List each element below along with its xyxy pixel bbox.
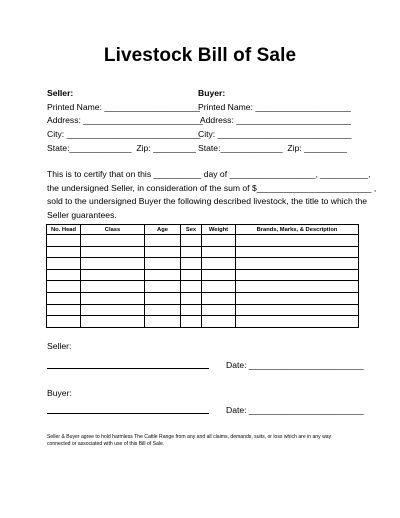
table-cell[interactable] <box>81 235 145 247</box>
seller-address-field[interactable]: Address: _________________________ <box>47 115 203 126</box>
table-cell[interactable] <box>145 281 181 293</box>
seller-section <box>47 87 203 156</box>
buyer-heading: Buyer: <box>198 88 226 98</box>
table-cell[interactable] <box>145 292 181 304</box>
table-cell[interactable] <box>47 281 81 293</box>
table-cell[interactable] <box>202 316 236 328</box>
column-header-class: Class <box>81 225 145 235</box>
table-cell[interactable] <box>81 258 145 270</box>
table-cell[interactable] <box>236 246 359 258</box>
table-cell[interactable] <box>81 246 145 258</box>
table-cell[interactable] <box>181 258 202 270</box>
livestock-table <box>46 224 359 328</box>
table-cell[interactable] <box>236 292 359 304</box>
table-cell[interactable] <box>47 246 81 258</box>
table-cell[interactable] <box>81 304 145 316</box>
table-cell[interactable] <box>236 235 359 247</box>
table-cell[interactable] <box>47 258 81 270</box>
buyer-address-field[interactable]: Address: ________________________ <box>198 115 351 126</box>
table-cell[interactable] <box>202 235 236 247</box>
seller-printed-name-field[interactable]: Printed Name: ____________________ <box>47 101 200 112</box>
table-cell[interactable] <box>145 246 181 258</box>
table-cell[interactable] <box>47 316 81 328</box>
seller-signature-line[interactable] <box>47 368 209 369</box>
table-header-row <box>47 225 359 235</box>
table-cell[interactable] <box>202 258 236 270</box>
table-cell[interactable] <box>81 281 145 293</box>
table-cell[interactable] <box>145 258 181 270</box>
table-cell[interactable] <box>236 316 359 328</box>
table-row <box>47 304 359 316</box>
table-cell[interactable] <box>202 304 236 316</box>
table-row <box>47 281 359 293</box>
buyer-signature-line[interactable] <box>47 413 209 414</box>
table-cell[interactable] <box>236 281 359 293</box>
document-title: Livestock Bill of Sale <box>103 45 297 66</box>
buyer-date-field[interactable]: Date: ________________________ <box>226 405 364 415</box>
table-cell[interactable] <box>81 316 145 328</box>
table-row <box>47 235 359 247</box>
footer-line: connected or associated with use of this Bill of Sale. <box>47 440 165 447</box>
certification-paragraph <box>47 168 377 222</box>
seller-date-field[interactable]: Date: ________________________ <box>226 360 364 370</box>
table-row <box>47 316 359 328</box>
table-cell[interactable] <box>202 281 236 293</box>
column-header-no-head: No. Head <box>47 225 81 235</box>
seller-city-field[interactable]: City: ____________________________ <box>47 129 201 140</box>
table-cell[interactable] <box>181 304 202 316</box>
table-cell[interactable] <box>145 269 181 281</box>
seller-state-zip-field[interactable]: State:_____________ Zip: _________ <box>47 142 197 153</box>
seller-signature-label: Seller: <box>47 341 72 351</box>
table-row <box>47 246 359 258</box>
buyer-section <box>198 87 351 156</box>
table-cell[interactable] <box>47 269 81 281</box>
certify-line[interactable]: This is to certify that on this __________ day of __________________, __________, <box>47 169 371 179</box>
table-cell[interactable] <box>81 269 145 281</box>
table-cell[interactable] <box>236 269 359 281</box>
table-cell[interactable] <box>145 235 181 247</box>
table-cell[interactable] <box>181 316 202 328</box>
table-cell[interactable] <box>81 292 145 304</box>
table-cell[interactable] <box>202 292 236 304</box>
buyer-state-zip-field[interactable]: State:_____________ Zip: _________ <box>198 142 348 153</box>
table-cell[interactable] <box>181 292 202 304</box>
table-row <box>47 292 359 304</box>
footer-line: Seller & Buyer agree to hold harmless The Cattle Range from any and all claims, demands, suits, or loss which are in any way <box>47 434 332 440</box>
table-cell[interactable] <box>47 304 81 316</box>
table-cell[interactable] <box>47 235 81 247</box>
table-cell[interactable] <box>236 258 359 270</box>
table-cell[interactable] <box>145 304 181 316</box>
table-row <box>47 258 359 270</box>
table-cell[interactable] <box>47 292 81 304</box>
table-cell[interactable] <box>181 281 202 293</box>
certify-line[interactable]: the undersigned Seller, in consideration of the sum of $________________________ , <box>47 182 377 193</box>
seller-heading: Seller: <box>47 88 74 98</box>
table-body <box>47 235 359 328</box>
table-cell[interactable] <box>236 304 359 316</box>
column-header-sex: Sex <box>181 225 202 235</box>
table-cell[interactable] <box>181 269 202 281</box>
table-cell[interactable] <box>202 246 236 258</box>
column-header-description: Brands, Marks, & Description <box>236 225 359 235</box>
table-cell[interactable] <box>181 235 202 247</box>
buyer-city-field[interactable]: City: ____________________________ <box>198 129 352 140</box>
table-cell[interactable] <box>145 316 181 328</box>
column-header-weight: Weight <box>202 225 236 235</box>
table-row <box>47 269 359 281</box>
certify-line: sold to the undersigned Buyer the following described livestock, the title to which the <box>47 196 368 207</box>
table-cell[interactable] <box>181 246 202 258</box>
table-cell[interactable] <box>202 269 236 281</box>
certify-line: Seller guarantees. <box>47 209 117 220</box>
buyer-signature-label: Buyer: <box>47 388 72 398</box>
column-header-age: Age <box>145 225 181 235</box>
disclaimer-footer <box>47 434 367 447</box>
buyer-printed-name-field[interactable]: Printed Name: ____________________ <box>198 101 351 112</box>
